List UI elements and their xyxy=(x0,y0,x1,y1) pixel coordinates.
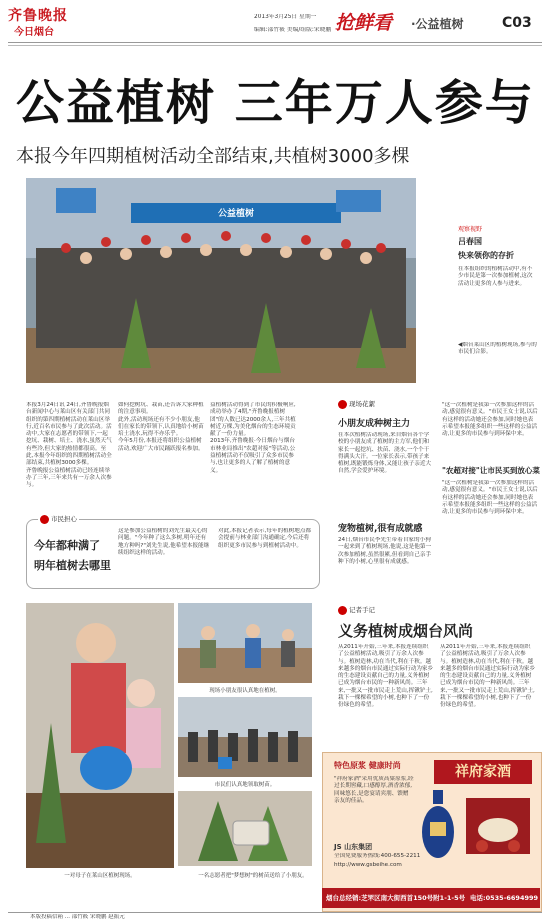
section-right: ·公益植树 xyxy=(411,17,464,31)
citizen-voice-tag: 市民担心 xyxy=(38,514,79,524)
caption-left-photo: 一对母子在莱山区植树现场。 xyxy=(64,873,136,879)
photo-caption-right: ◀烟台莱山区的植树现场,参与的市民们合影。 xyxy=(458,342,537,356)
photo-banner: 公益植树 xyxy=(217,209,254,219)
reporter-note-tag: 记者手记 xyxy=(338,605,375,615)
reporter-note-body-col2: 从2011年开始,三年来,本报连续组织了公益植树活动,吸引了万余人次参与。植树造林,功在当代,利在千秋。越来越多的烟台市民通过实际行动为家乡的生态建设贡献自己的力量,义务植树已成为烟台市民的一种新风尚。三年来,一批又一批市民走上荒山,挥锹铲土,栽下一棵棵希望的小树,也种下了一份份绿色的希望。 xyxy=(440,644,536,709)
side1-body: 在本次植树活动现场,来自烟台各个学校的小朋友成了植树的主力军,他们和家长一起挖坑、扶苗、浇水,一个个干得满头大汗。一位家长表示,带孩子来植树,既能锻炼身体,又能让孩子亲近大自然,学会爱护环境。 xyxy=(338,432,432,475)
footer-rule xyxy=(8,912,542,913)
ad-body: "祥府家酒"采用优质高粱原浆,经过长期窖藏,口感醇厚,酒香浓郁,回味悠长,是您宴请宾朋、馈赠亲友的佳品。 xyxy=(334,776,414,804)
citizen-voice-title2: 明年植树去哪里 xyxy=(34,559,111,572)
circle-bullet-icon xyxy=(40,515,49,524)
main-story-col1: 本报3月24日讯 24日,齐鲁晚报烟台新闻中心与莱山区有关部门共同组织的第四期植树活动在莱山区举行,近百名市民参与了此次活动。活动中,大家在志愿者的带领下,一起挖坑、栽树、培土、浇水,虽然天气有些冷,但大家的热情都很高。至此,本报今年组织的四期植树活动全部结束,共植树3000多棵。 齐鲁晚报公益植树活动已经连续举办了三年,三年来共有一万余人次参与。 xyxy=(26,402,112,489)
photo-mother-child-scene xyxy=(26,603,174,868)
main-story-col2: 如何挖树坑、栽苗,还告诉大家种植的注意事项。 此外,活动现场还有不少小朋友,他们在家长的带领下,认真地给小树苗培土浇水,玩得不亦乐乎。 今年5月份,本报还将组织公益植树活动,欢迎广大市民踊跃报名参加。 xyxy=(118,402,204,452)
circle-bullet-icon xyxy=(338,400,347,409)
reporter-note-title: 义务植树成烟台风尚 xyxy=(338,622,474,640)
caption-right-photo-1: 现场小朋友很认真地在植树。 xyxy=(209,688,281,694)
masthead-logo: 齐鲁晚报 xyxy=(8,8,68,24)
ad-phone: 电话:0535-6694999 xyxy=(470,894,539,902)
footer-line: 本版投稿信箱 ... 邵竹筱 宋晓鹏 赵振元 xyxy=(30,914,125,920)
caption-right-photo-3: 一名志愿者把"梦想树"的树苗送给了小朋友。 xyxy=(198,873,308,879)
photo-mother-child xyxy=(26,603,174,868)
ad-gift-image xyxy=(462,790,534,862)
photo-kids-planting xyxy=(178,603,312,683)
side1-title: 小朋友成种树主力 xyxy=(338,419,411,429)
section-left: 今日烟台 xyxy=(14,27,54,38)
ad-address: 烟台总经销:芝罘区南大街西首150号附1-1-5号 xyxy=(326,894,466,902)
header-rule xyxy=(8,42,542,43)
sidebar-kicker: 观察视野 xyxy=(458,226,483,233)
sidebar-title: 快来领你的存折 xyxy=(458,251,514,260)
ad-bottle-image xyxy=(418,790,458,860)
sidebar-name: 吕春国 xyxy=(458,237,482,246)
sidebar-body: 在本报组织的植树活动中,有不少市民是第一次参加植树,这次活动让更多的人参与进来。 xyxy=(458,266,533,287)
citizen-voice-body1: 这是参加公益植树的刘先生最关心的问题。"今年种了这么多树,明年还有地方种吗?"刘先生说,他希望本报能继续组织这样的活动。 xyxy=(118,528,210,556)
photo-dream-tree xyxy=(178,791,312,866)
citizen-voice-body2: 对此,本报记者表示,每年的植树地点都会提前与林业部门沟通确定,今后还将组织更多市民参与到植树活动中。 xyxy=(218,528,312,549)
subheadline: 本报今年四期植树活动全部结束,共植树3000多棵 xyxy=(16,146,410,167)
ad-brand: 祥府家酒 xyxy=(434,760,532,784)
side1-body-col2: "这一次植树是我第一次参加这样的活动,感觉很有意义。"市民王女士说,以后有这样的活动她还会参加,同时她也表示希望本报能多组织一些这样的公益活动,让更多的市民参与到环保中来。 xyxy=(442,402,538,438)
side2-body: 24日,烟台市民李先生带着自家的小狗一起来到了植树现场,他说,这是他第一次参加植树,虽然很累,但看到自己亲手种下的小树,心里很有成就感。 xyxy=(338,537,432,565)
caption-right-photo-2: 市民们认真地领取树苗。 xyxy=(214,782,276,788)
photo-queue-scene xyxy=(178,697,312,777)
photo-kids-planting-scene xyxy=(178,603,312,683)
side1-title2: "农超对接"让市民买到放心菜 xyxy=(442,466,540,475)
photo-dream-tree-scene xyxy=(178,791,312,866)
circle-bullet-icon xyxy=(338,606,347,615)
bottle-icon xyxy=(418,790,458,860)
editors: 编辑:邵竹筱 美编/组版:宋晓鹏 xyxy=(254,27,332,33)
tag-onsite: 现场花絮 xyxy=(338,399,375,409)
main-story-col3: 益植树活动得到了市民的积极响应,成功举办了4期,"齐鲁晚报植树团"的人数已达2000余人,三年共植树近万棵,为美化烟台的生态环境贡献了一份力量。 2013年,齐鲁晚报·今日烟台与烟台市林业局推出"农超对接"等活动,公益植树活动不仅吸引了众多市民参与,也让更多的人了解了植树的意义。 xyxy=(210,402,296,474)
gift-box-icon xyxy=(462,790,534,862)
page-number: C03 xyxy=(502,15,532,31)
brand-logo: 抢鲜看 xyxy=(335,12,393,34)
issue-date: 2013年3月25日 星期一 xyxy=(254,14,317,20)
reporter-note-body-col1: 从2011年开始,三年来,本报连续组织了公益植树活动,吸引了万余人次参与。植树造林,功在当代,利在千秋。越来越多的烟台市民通过实际行动为家乡的生态建设贡献自己的力量,义务植树已成为烟台市民的一种新风尚。三年来,一批又一批市民走上荒山,挥锹铲土,栽下一棵棵希望的小树,也种下了一份份绿色的希望。 xyxy=(338,644,434,709)
header-rule-2 xyxy=(8,45,542,46)
photo-queue xyxy=(178,697,312,777)
side2-title: 宠物植树,很有成就感 xyxy=(338,524,423,534)
ad-hotline: 全国免费服务热线:400-655-2211 xyxy=(334,853,421,859)
main-photo xyxy=(26,178,416,383)
side1-body2-col2: "这一次植树是我第一次参加这样的活动,感觉很有意义。"市民王女士说,以后有这样的活动她还会参加,同时她也表示希望本报能多组织一些这样的公益活动,让更多的市民参与到环保中来。 xyxy=(442,480,538,516)
headline: 公益植树 三年万人参与 xyxy=(16,75,535,131)
ad-title: 特色原浆 健康时尚 xyxy=(334,761,401,770)
ad-website: http://www.gsbeihe.com xyxy=(334,862,402,868)
ad-company: JS 山东集团 xyxy=(334,843,373,851)
citizen-voice-title1: 今年都种满了 xyxy=(34,539,100,552)
